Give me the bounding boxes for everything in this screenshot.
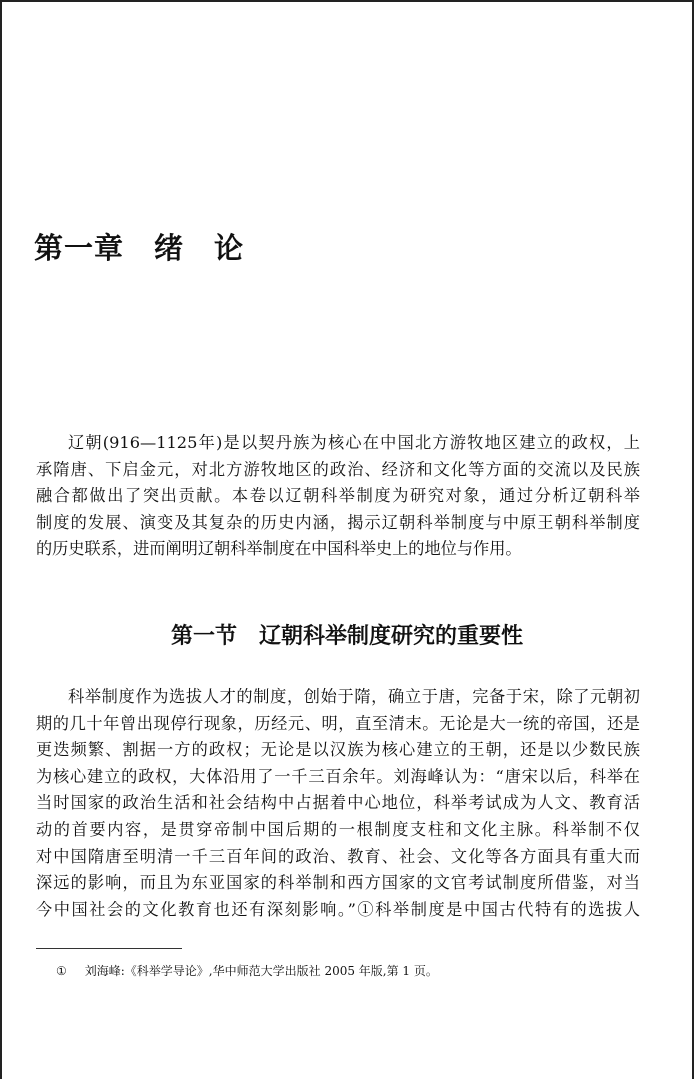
body-paragraph [36,684,640,923]
paragraph-line: 深远的影响，而且为东亚国家的科举制和西方国家的文官考试制度所借鉴，对当 [36,873,640,893]
paragraph-line: 期的几十年曾出现停行现象，历经元、明，直至清末。无论是大一统的帝国，还是 [36,713,640,733]
paragraph-line: 的历史联系，进而阐明辽朝科举制度在中国科举史上的地位与作用。 [36,539,522,559]
paragraph-line: 科举制度作为选拔人才的制度，创始于隋，确立于唐，完备于宋，除了元朝初 [68,687,640,706]
paragraph-line: 融合都做出了突出贡献。本卷以辽朝科举制度为研究对象，通过分析辽朝科举 [36,486,640,506]
footnote-marker: ① [56,964,67,978]
paragraph-line: 动的首要内容，是贯穿帝制中国后期的一根制度支柱和文化主脉。科举制不仅 [36,819,640,839]
paragraph-line: 承隋唐、下启金元，对北方游牧地区的政治、经济和文化等方面的交流以及民族 [36,459,640,479]
footnote [56,962,438,979]
footnote-divider [36,948,182,949]
chapter-title: 第一章 绪 论 [34,231,245,265]
intro-paragraph [36,430,640,563]
section-title: 第一节 辽朝科举制度研究的重要性 [170,624,523,649]
paragraph-line: 制度的发展、演变及其复杂的历史内涵，揭示辽朝科举制度与中原王朝科举制度 [36,512,640,532]
paragraph-line: 当时国家的政治生活和社会结构中占据着中心地位，科举考试成为人文、教育活 [36,793,640,813]
footnote-text: 刘海峰:《科举学导论》,华中师范大学出版社 2005 年版,第 1 页。 [84,964,438,978]
paragraph-line: 对中国隋唐至明清一千三百年间的政治、教育、社会、文化等各方面具有重大而 [36,846,640,866]
paragraph-line: 更迭频繁、割据一方的政权；无论是以汉族为核心建立的王朝，还是以少数民族 [36,740,640,760]
paragraph-line: 辽朝(916—1125年)是以契丹族为核心在中国北方游牧地区建立的政权，上 [68,433,640,452]
paragraph-line: 今中国社会的文化教育也还有深刻影响。”①科举制度是中国古代特有的选拔人 [36,899,640,919]
paragraph-line: 为核心建立的政权，大体沿用了一千三百余年。刘海峰认为：“唐宋以后，科举在 [36,766,640,786]
